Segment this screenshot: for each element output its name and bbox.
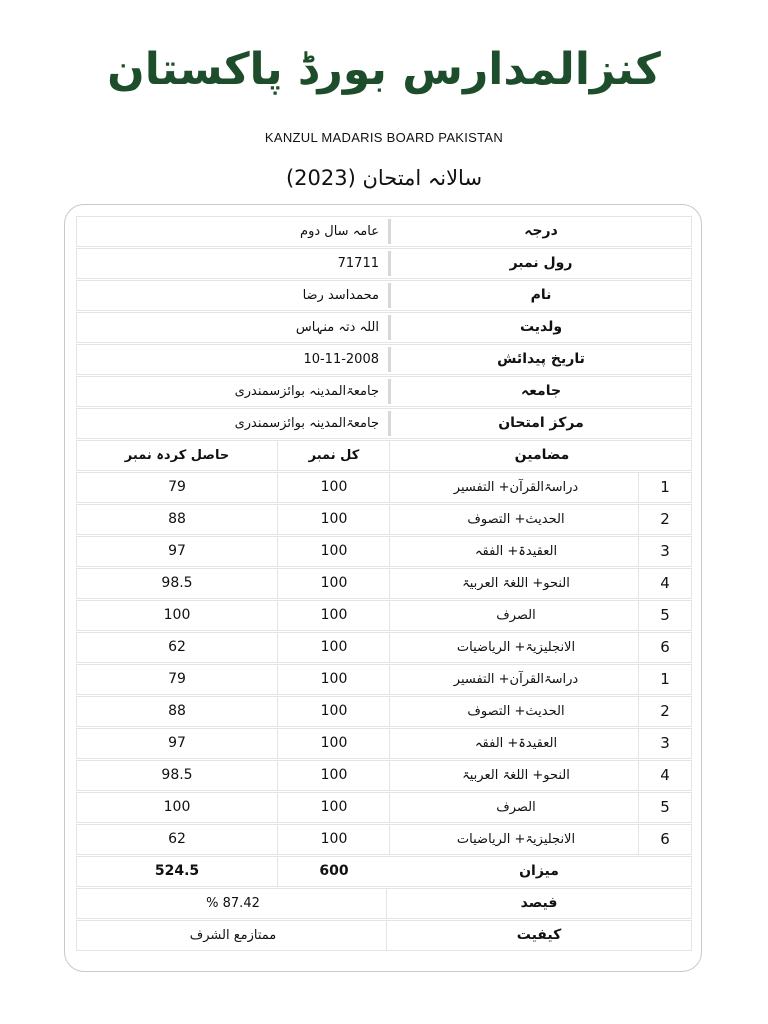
subject-row [76, 696, 692, 727]
subject-obtained: 88 [168, 511, 186, 527]
subject-row [76, 568, 692, 599]
subject-index: 4 [638, 569, 691, 598]
total-label: میزان [519, 863, 559, 879]
grade-row [76, 920, 692, 951]
subject-total: 100 [277, 569, 390, 598]
subject-index: 1 [638, 473, 691, 502]
logo-english-text: KANZUL MADARIS BOARD PAKISTAN [264, 130, 504, 145]
info-value: عامہ سال دوم [300, 224, 379, 239]
total-max-marks: 600 [277, 857, 390, 886]
subject-name: العقیدۃ+ الفقہ [389, 729, 642, 758]
subject-index: 5 [638, 601, 691, 630]
info-row-class [76, 216, 692, 247]
subject-name: الصرف [389, 793, 642, 822]
info-label: ولدیت [519, 319, 563, 335]
subject-total: 100 [277, 825, 390, 854]
percentage-label: فیصد [386, 889, 691, 918]
info-row-institution [76, 376, 692, 407]
exam-title: سالانہ امتحان (2023) [285, 166, 483, 190]
subject-index: 2 [638, 505, 691, 534]
subject-total: 100 [277, 729, 390, 758]
subject-name: الحدیث+ التصوف [389, 505, 642, 534]
subject-row [76, 536, 692, 567]
info-label: جامعہ [520, 383, 562, 399]
subject-obtained: 79 [168, 671, 186, 687]
subject-total: 100 [277, 793, 390, 822]
subject-name: الانجلیزیۃ+ الریاضیات [389, 633, 642, 662]
subject-total: 100 [277, 633, 390, 662]
subject-name: الحدیث+ التصوف [389, 697, 642, 726]
subject-name: النحو+ اللغۃ العربیۃ [389, 761, 642, 790]
subject-obtained: 62 [168, 831, 186, 847]
info-label: تاریخ پیدائش [497, 351, 585, 367]
subject-obtained: 97 [168, 543, 186, 559]
info-label: نام [530, 287, 552, 303]
subject-row [76, 632, 692, 663]
subject-row [76, 504, 692, 535]
info-row-exam-center [76, 408, 692, 439]
subject-row [76, 792, 692, 823]
subject-total: 100 [277, 697, 390, 726]
info-value: اللہ دتہ منہاس [295, 320, 379, 335]
subject-name: العقیدۃ+ الفقہ [389, 537, 642, 566]
info-label: مرکز امتحان [498, 415, 584, 431]
subject-index: 3 [638, 729, 691, 758]
total-obtained-marks: 524.5 [154, 863, 200, 879]
info-row-roll-number [76, 248, 692, 279]
info-row-father-name [76, 312, 692, 343]
info-value: جامعۃالمدینہ بوائزسمندری [234, 416, 379, 431]
subject-row [76, 664, 692, 695]
subject-row [76, 600, 692, 631]
percentage-value: 87.42 % [206, 896, 260, 911]
subject-row [76, 472, 692, 503]
info-value: محمداسد رضا [302, 288, 379, 303]
subject-row [76, 824, 692, 855]
subject-obtained: 97 [168, 735, 186, 751]
percentage-row [76, 888, 692, 919]
info-value: 10-11-2008 [303, 352, 379, 367]
board-logo [0, 40, 768, 100]
subject-obtained: 98.5 [161, 575, 193, 591]
subject-total: 100 [277, 505, 390, 534]
subject-obtained: 88 [168, 703, 186, 719]
subject-obtained: 98.5 [161, 767, 193, 783]
total-row [76, 856, 692, 887]
subject-row [76, 728, 692, 759]
subject-name: دراسۃالقرآن+ التفسیر [389, 473, 642, 502]
subject-index: 6 [638, 633, 691, 662]
grade-value: ممتازمع الشرف [189, 928, 277, 943]
subject-index: 5 [638, 793, 691, 822]
subject-name: النحو+ اللغۃ العربیۃ [389, 569, 642, 598]
info-label: رول نمبر [509, 255, 573, 271]
subjects-header: مضامین [389, 441, 694, 470]
subject-name: دراسۃالقرآن+ التفسیر [389, 665, 642, 694]
logo-urdu-text: کنزالمدارس بورڈ پاکستان [107, 44, 661, 95]
total-marks-header: کل نمبر [277, 441, 390, 470]
subject-index: 1 [638, 665, 691, 694]
subject-index: 2 [638, 697, 691, 726]
subject-name: الصرف [389, 601, 642, 630]
info-value: 71711 [337, 256, 379, 271]
subject-index: 4 [638, 761, 691, 790]
subject-name: الانجلیزیۃ+ الریاضیات [389, 825, 642, 854]
subject-total: 100 [277, 601, 390, 630]
subject-row [76, 760, 692, 791]
info-label: درجہ [524, 223, 558, 239]
info-row-dob [76, 344, 692, 375]
subject-total: 100 [277, 473, 390, 502]
subjects-header-row [76, 440, 692, 471]
obtained-marks-header: حاصل کردہ نمبر [124, 448, 230, 463]
subject-index: 3 [638, 537, 691, 566]
subject-obtained: 100 [163, 799, 191, 815]
subject-total: 100 [277, 665, 390, 694]
info-row-name [76, 280, 692, 311]
info-value: جامعۃالمدینہ بوائزسمندری [234, 384, 379, 399]
subject-total: 100 [277, 761, 390, 790]
subject-total: 100 [277, 537, 390, 566]
subject-obtained: 100 [163, 607, 191, 623]
subject-obtained: 79 [168, 479, 186, 495]
grade-label: کیفیت [386, 921, 691, 950]
subject-obtained: 62 [168, 639, 186, 655]
subject-index: 6 [638, 825, 691, 854]
